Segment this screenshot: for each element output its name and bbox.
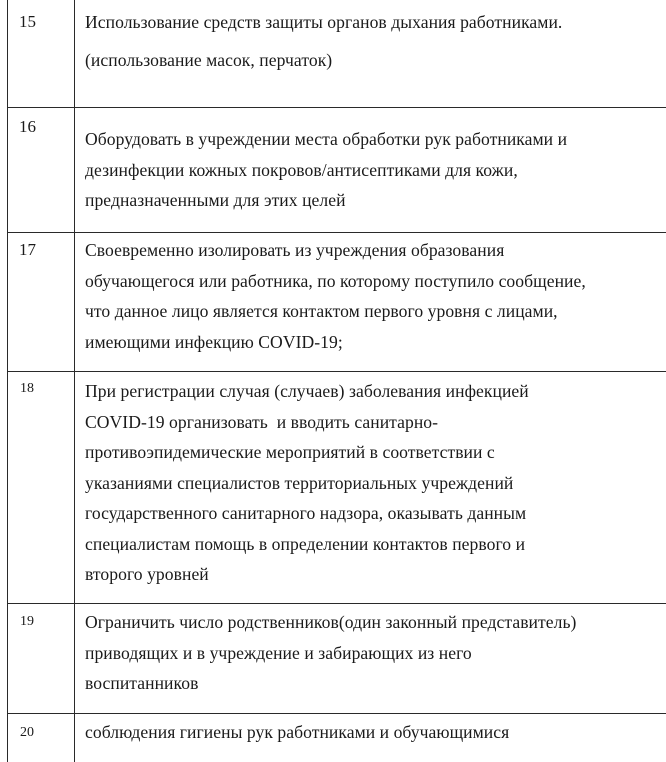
row-number: 20 (20, 725, 34, 740)
row-number: 15 (19, 12, 36, 31)
measures-table (7, 0, 666, 762)
row-number: 18 (20, 381, 34, 396)
row-text-cell (75, 108, 666, 233)
row-text-cell (75, 604, 666, 714)
table-row (8, 372, 666, 604)
row-number: 17 (19, 240, 36, 259)
row-text-line: государственного санитарного надзора, оказывать данным (85, 503, 527, 523)
row-text-line: Своевременно изолировать из учреждения образования (85, 240, 505, 260)
table-row (8, 108, 666, 233)
row-text-line: COVID-19 организовать и вводить санитарно- (85, 411, 439, 432)
row-text-line: предназначенными для этих целей (85, 190, 346, 210)
row-text-line: специалистам помощь в определении контактов первого и (85, 533, 526, 554)
row-text-line: воспитанников (85, 673, 199, 693)
table-row (8, 714, 666, 762)
row-text-cell (75, 714, 666, 762)
row-text-line: Оборудовать в учреждении места обработки рук работниками и (85, 129, 568, 149)
table-row (8, 604, 666, 714)
row-text-line: что данное лицо является контактом первого уровня с лицами, (85, 301, 558, 321)
row-text-line: Использование средств защиты органов дыхания работниками. (85, 12, 563, 32)
row-number-cell (8, 714, 75, 762)
row-text-line: дезинфекции кожных покровов/антисептиками для кожи, (85, 159, 518, 180)
row-text-line: обучающегося или работника, по которому поступило сообщение, (85, 270, 586, 291)
row-text-line: противоэпидемические мероприятий в соответствии с (85, 442, 495, 462)
row-number-cell (8, 604, 75, 714)
table-row (8, 233, 666, 372)
row-text-line: приводящих и в учреждение и забирающих из него (85, 642, 472, 663)
row-number-cell (8, 108, 75, 233)
row-text-line: Ограничить число родственников(один законный представитель) (85, 612, 577, 632)
row-text-line: указаниями специалистов территориальных учреждений (85, 472, 514, 493)
row-text-line: второго уровней (85, 564, 209, 584)
row-text-cell (75, 233, 666, 372)
row-number-cell (8, 233, 75, 372)
row-text-line: имеющими инфекцию COVID-19; (85, 331, 343, 352)
row-number: 16 (19, 117, 36, 136)
row-text-note: (использование масок, перчаток) (85, 49, 333, 70)
table-row (8, 0, 666, 108)
row-number-cell (8, 372, 75, 604)
row-text-line: При регистрации случая (случаев) заболевания инфекцией (85, 381, 529, 401)
row-text-line: соблюдения гигиены рук работниками и обучающимися (85, 722, 510, 742)
row-number: 19 (20, 614, 34, 629)
row-number-cell (8, 0, 75, 108)
row-text-cell (75, 0, 666, 108)
row-text-cell (75, 372, 666, 604)
